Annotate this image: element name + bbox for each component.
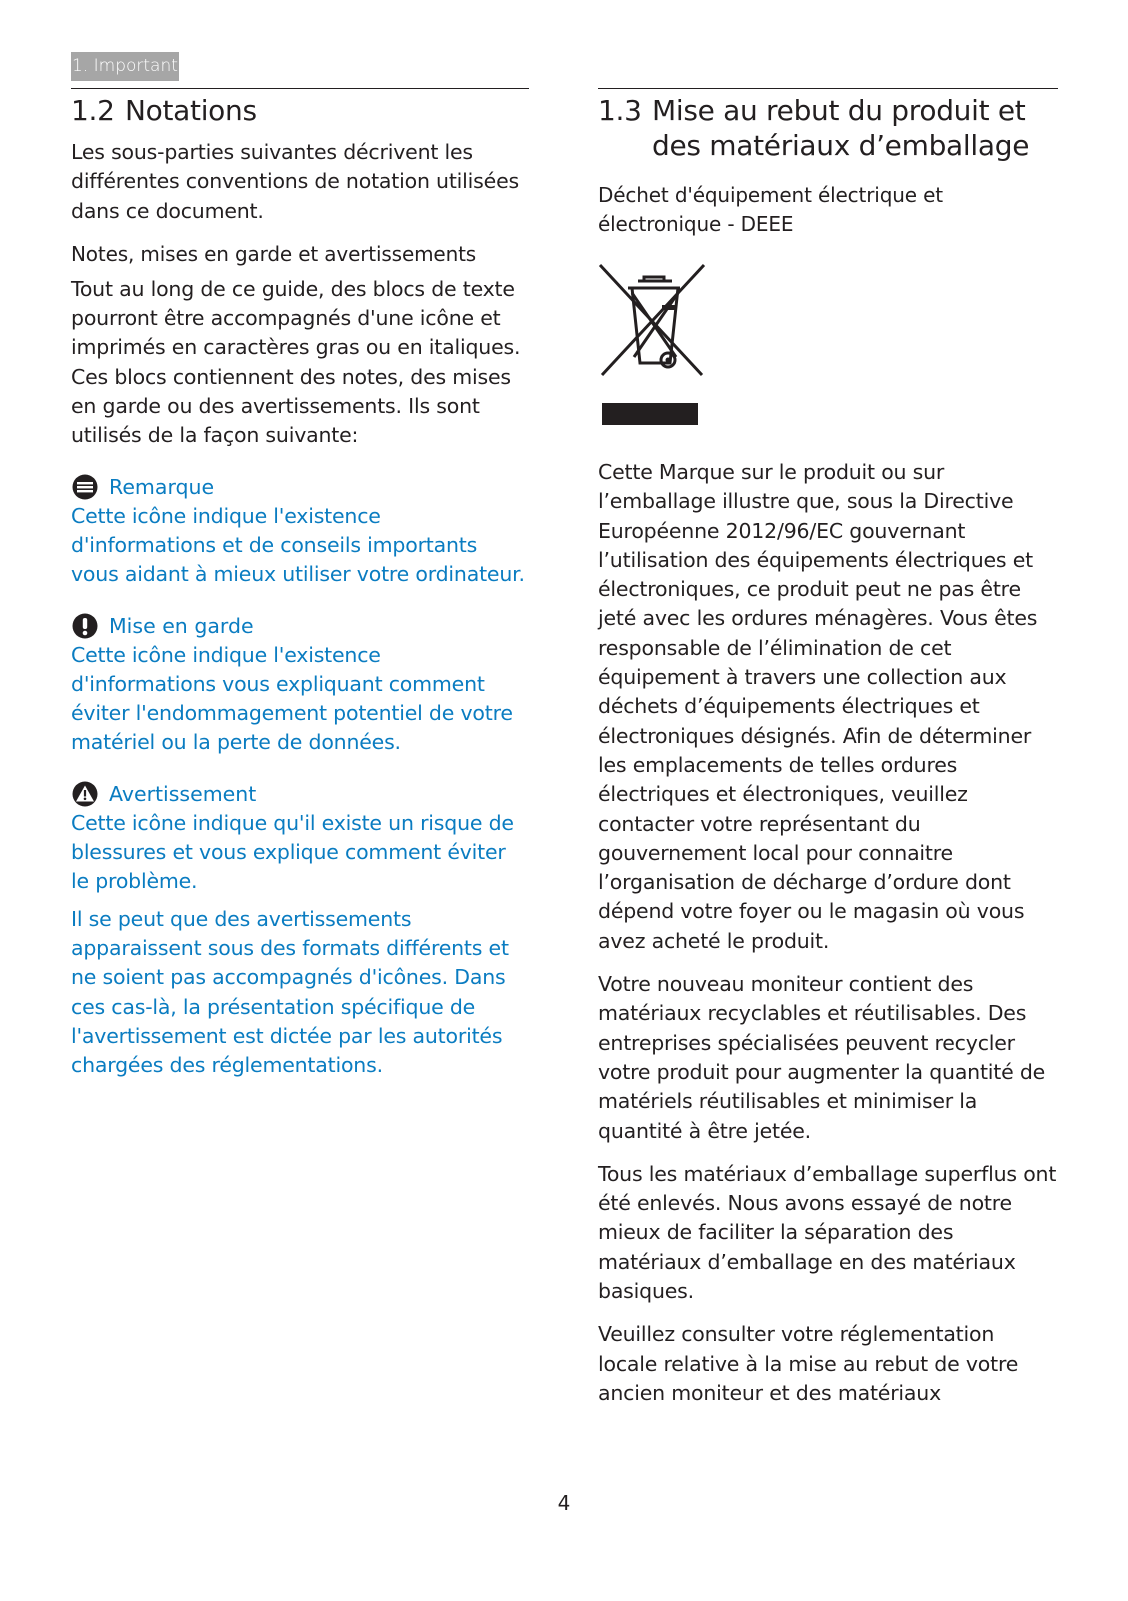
warning-callout [71,780,529,897]
page-number: 4 [557,1491,571,1515]
left-column [71,88,529,1080]
intro-paragraph: Les sous-parties suivantes décrivent les différentes conventions de notation utilisées dans ce document. [71,140,519,223]
disposal-paragraph: Cette Marque sur le produit ou sur l’emballage illustre que, sous la Directive Européenne 2012/96/EC gouvernant l’utilisation des équipements électriques et électroniques, ce produit peut ne pas être jeté avec les ordures ménagères. Vous êtes responsable de l’élimination de cet équipement à travers une collection aux déchets d’équipements électriques et électroniques désignés. Afin de déterminer les emplacements de telles ordures électriques et électroniques, veuillez contacter votre représentant du gouvernement local pour connaitre l’organisation de décharge d’ordure dont dépend votre foyer ou le magasin où vous avez acheté le produit. [598,460,1038,953]
right-column [598,88,1058,1408]
note-icon [71,473,99,501]
closing-paragraph: Il se peut que des avertissements apparaissent sous des formats différents et ne soient pas accompagnés d'icônes. Dans ces cas-là, la présentation spécifique de l'avertissement est dictée par les autorités chargées des réglementations. [71,906,509,1078]
warning-title: Avertissement [109,781,257,806]
heading-rule [598,88,1058,89]
heading-text: Mise au rebut du produit et des matériaux d’emballage [652,94,1030,162]
disposal-paragraph: Tous les matériaux d’emballage superflus ont été enlevés. Nous avons essayé de notre mieux de faciliter la séparation des matériaux d’emballage en des matériaux basiques. [598,1161,1057,1304]
weee-subheading: Déchet d'équipement électrique et électronique - DEEE [598,183,943,236]
note-title: Remarque [109,474,215,499]
section-tag: 1. Important [71,52,179,81]
crossed-out-wheelie-bin-icon [598,261,708,426]
body-paragraph: Tout au long de ce guide, des blocs de texte pourront être accompagnés d'une icône et imprimés en caractères gras ou en italiques. Ces blocs contiennent des notes, des mises en garde ou des avertissements. Ils sont utilisés de la façon suivante: [71,276,521,448]
caution-callout [71,612,529,758]
warning-icon [71,780,99,808]
heading-text: Notations [125,94,257,127]
heading-rule [71,88,529,89]
caution-title: Mise en garde [109,613,254,638]
section-heading-notations [71,93,529,128]
note-text: Cette icône indique l'existence d'informations et de conseils importants vous aidant à mieux utiliser votre ordinateur. [71,503,525,587]
warning-text: Cette icône indique qu'il existe un risque de blessures et vous explique comment éviter le problème. [71,810,514,894]
heading-number: 1.3 [598,94,642,127]
section-heading-disposal [598,93,1058,163]
caution-icon [71,612,99,640]
disposal-paragraph: Votre nouveau moniteur contient des matériaux recyclables et réutilisables. Des entreprises spécialisées peuvent recycler votre produit pour augmenter la quantité de matériels réutilisables et minimiser la quantité à être jetée. [598,972,1046,1143]
note-callout [71,473,529,590]
disposal-paragraph: Veuillez consulter votre réglementation locale relative à la mise au rebut de votre ancien moniteur et des matériaux [598,1322,1019,1405]
caution-text: Cette icône indique l'existence d'informations vous expliquant comment éviter l'endommagement potentiel de votre matériel ou la perte de données. [71,642,513,755]
weee-symbol [598,261,708,426]
subheading: Notes, mises en garde et avertissements [71,241,477,266]
heading-number: 1.2 [71,94,115,127]
